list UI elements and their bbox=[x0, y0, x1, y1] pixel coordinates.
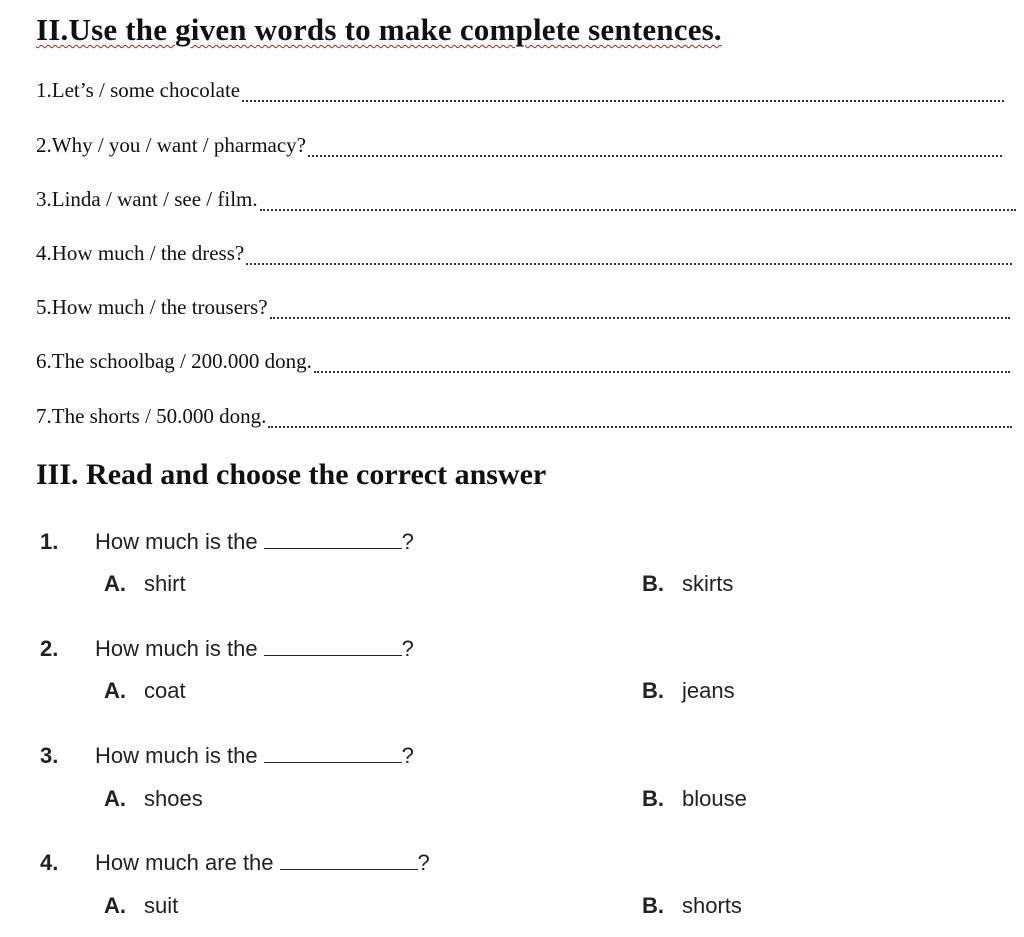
question-number: 4. bbox=[40, 850, 59, 875]
answer-line[interactable] bbox=[314, 371, 1010, 373]
answer-line[interactable] bbox=[242, 100, 1004, 102]
option-b[interactable] bbox=[642, 786, 747, 812]
option-letter: B. bbox=[642, 678, 664, 703]
question-text: How much is the bbox=[95, 743, 258, 768]
option-letter: A. bbox=[104, 786, 126, 811]
option-b[interactable] bbox=[642, 571, 733, 597]
option-text: suit bbox=[144, 893, 179, 918]
sentence-item-3 bbox=[36, 187, 1016, 217]
sentence-prompt: 4.How much / the dress? bbox=[36, 241, 245, 265]
question-text: How much are the bbox=[95, 850, 274, 875]
question-4 bbox=[40, 850, 430, 876]
option-letter: A. bbox=[104, 893, 126, 918]
option-text: shorts bbox=[682, 893, 742, 918]
option-text: jeans bbox=[682, 678, 735, 703]
sentence-prompt: 3.Linda / want / see / film. bbox=[36, 187, 258, 211]
answer-line[interactable] bbox=[270, 317, 1010, 319]
question-end: ? bbox=[401, 529, 414, 554]
sentence-prompt: 5.How much / the trousers? bbox=[36, 295, 268, 319]
answer-blank[interactable] bbox=[264, 530, 402, 549]
question-end: ? bbox=[401, 743, 414, 768]
question-number: 1. bbox=[40, 529, 59, 554]
question-1 bbox=[40, 529, 414, 555]
option-text: shirt bbox=[144, 571, 186, 596]
question-number: 2. bbox=[40, 636, 59, 661]
option-text: skirts bbox=[682, 571, 734, 596]
option-text: coat bbox=[144, 678, 186, 703]
option-a[interactable] bbox=[104, 786, 203, 812]
sentence-prompt: 7.The shorts / 50.000 dong. bbox=[36, 404, 267, 428]
sentence-prompt: 1.Let’s / some chocolate bbox=[36, 78, 241, 102]
question-end: ? bbox=[417, 850, 430, 875]
answer-line[interactable] bbox=[246, 263, 1012, 265]
sentence-item-2 bbox=[36, 133, 1002, 163]
option-letter: B. bbox=[642, 893, 664, 918]
option-text: blouse bbox=[682, 786, 747, 811]
answer-line[interactable] bbox=[308, 155, 1002, 157]
answer-line[interactable] bbox=[268, 426, 1012, 428]
question-text: How much is the bbox=[95, 636, 258, 661]
sentence-prompt: 6.The schoolbag / 200.000 dong. bbox=[36, 349, 312, 373]
answer-blank[interactable] bbox=[264, 744, 402, 763]
option-b[interactable] bbox=[642, 893, 742, 919]
question-2 bbox=[40, 636, 414, 662]
answer-blank[interactable] bbox=[280, 851, 418, 870]
section-2-title: II.Use the given words to make complete sentences. bbox=[36, 12, 722, 47]
option-a[interactable] bbox=[104, 678, 186, 704]
question-number: 3. bbox=[40, 743, 59, 768]
sentence-item-6 bbox=[36, 349, 1010, 379]
sentence-item-7 bbox=[36, 404, 1012, 434]
option-a[interactable] bbox=[104, 571, 186, 597]
option-letter: A. bbox=[104, 678, 126, 703]
sentence-item-5 bbox=[36, 295, 1010, 325]
answer-line[interactable] bbox=[260, 209, 1016, 211]
option-letter: A. bbox=[104, 571, 126, 596]
sentence-prompt: 2.Why / you / want / pharmacy? bbox=[36, 133, 307, 157]
sentence-item-4 bbox=[36, 241, 1012, 271]
answer-blank[interactable] bbox=[264, 637, 402, 656]
sentence-item-1 bbox=[36, 78, 1004, 108]
option-letter: B. bbox=[642, 786, 664, 811]
option-text: shoes bbox=[144, 786, 203, 811]
question-3 bbox=[40, 743, 414, 769]
question-text: How much is the bbox=[95, 529, 258, 554]
option-b[interactable] bbox=[642, 678, 735, 704]
question-end: ? bbox=[401, 636, 414, 661]
section-3-title: III. Read and choose the correct answer bbox=[36, 458, 547, 491]
option-letter: B. bbox=[642, 571, 664, 596]
option-a[interactable] bbox=[104, 893, 178, 919]
